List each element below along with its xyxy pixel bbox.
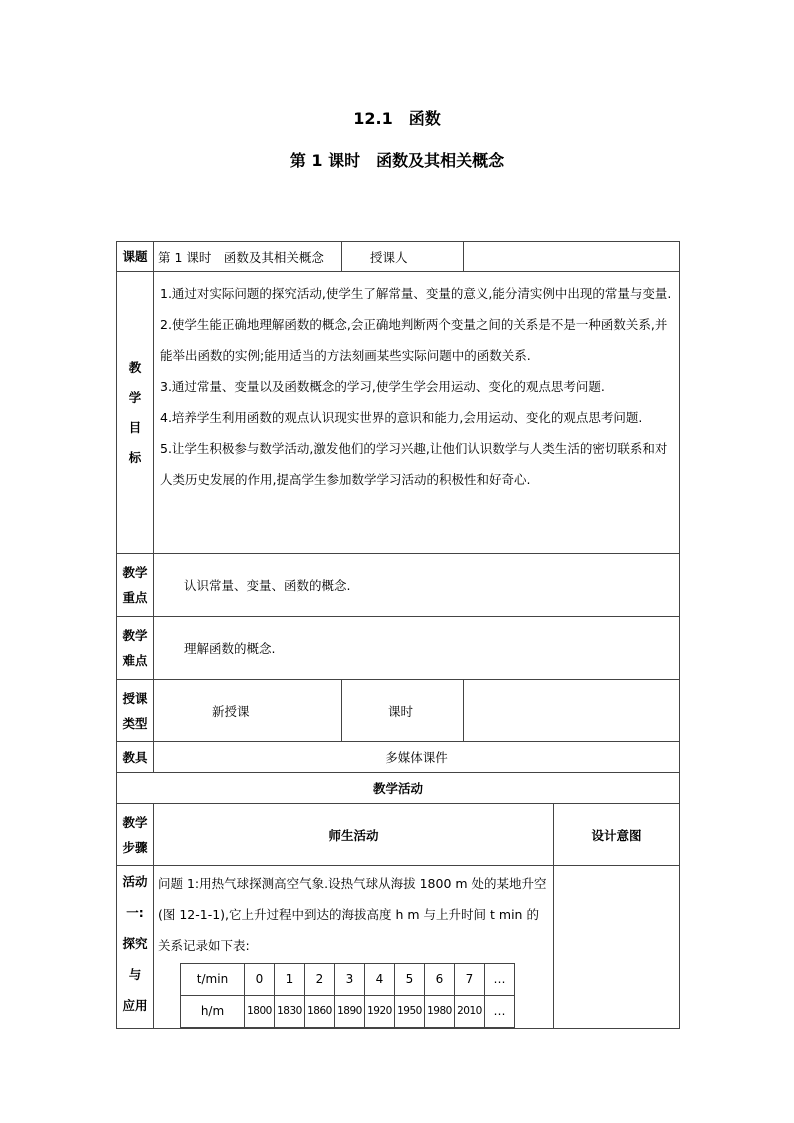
teacher-label: 授课人 — [342, 242, 464, 272]
height-time-table — [180, 963, 515, 1028]
design-intent-header: 设计意图 — [554, 804, 680, 866]
activity1-content — [154, 866, 554, 1029]
goals-label — [117, 272, 154, 554]
activity1-intent — [554, 866, 680, 1029]
row-topic — [117, 242, 680, 272]
goal-item: 2.使学生能正确地理解函数的概念,会正确地判断两个变量之间的关系是不是一种函数关系,并能举出函数的实例;能用适当的方法刻画某些实际问题中的函数关系. — [160, 317, 668, 363]
row-goals — [117, 272, 680, 554]
table-cell: 3 — [335, 964, 365, 996]
lesson-plan-table — [116, 241, 680, 1029]
goals-content — [154, 272, 680, 554]
table-cell: 4 — [365, 964, 395, 996]
row-keypoint — [117, 554, 680, 617]
table-cell: 1920 — [365, 996, 395, 1028]
activities-header: 教学活动 — [117, 773, 680, 804]
keypoint-value: 认识常量、变量、函数的概念. — [154, 554, 680, 617]
table-cell: h/m — [181, 996, 245, 1028]
row-activity-1 — [117, 866, 680, 1029]
table-row — [181, 964, 515, 996]
table-cell: 1830 — [275, 996, 305, 1028]
lesson-subheading: 第 1 课时 函数及其相关概念 — [289, 151, 505, 170]
difficulty-value: 理解函数的概念. — [154, 617, 680, 680]
lesson-heading: 12.1 函数 — [353, 109, 441, 128]
topic-label: 课题 — [117, 242, 154, 272]
goals-label-char: 标 — [128, 449, 142, 465]
tools-label: 教具 — [117, 742, 154, 773]
activity1-label-line: 探究 — [122, 936, 148, 951]
table-cell: 1890 — [335, 996, 365, 1028]
row-lesson-type — [117, 680, 680, 742]
keypoint-label-line: 重点 — [122, 590, 148, 605]
row-difficulty — [117, 617, 680, 680]
table-cell: 2 — [305, 964, 335, 996]
lesson-type-label-line: 类型 — [122, 715, 148, 731]
activity1-label-line: 与 — [128, 967, 142, 982]
table-cell: … — [485, 996, 515, 1028]
goal-item: 3.通过常量、变量以及函数概念的学习,使学生学会用运动、变化的观点思考问题. — [160, 379, 605, 394]
goal-item: 5.让学生积极参与数学活动,激发他们的学习兴趣,让他们认识数学与人类生活的密切联系和对人类历史发展的作用,提高学生参加数学学习活动的积极性和好奇心. — [160, 441, 668, 487]
topic-value: 第 1 课时 函数及其相关概念 — [154, 242, 342, 272]
table-cell: 1800 — [245, 996, 275, 1028]
table-cell: 2010 — [455, 996, 485, 1028]
keypoint-label-line: 教学 — [122, 565, 148, 580]
goals-label-char: 目 — [128, 419, 142, 435]
table-cell: t/min — [181, 964, 245, 996]
activity1-label — [117, 866, 154, 1029]
activity1-label-line: 活动 — [122, 874, 148, 889]
hours-label: 课时 — [342, 680, 464, 742]
difficulty-label-line: 难点 — [122, 653, 148, 668]
activity1-label-line: 应用 — [122, 998, 148, 1013]
lesson-type-label — [117, 680, 154, 742]
table-cell: 6 — [425, 964, 455, 996]
table-row — [181, 996, 515, 1028]
table-cell: 7 — [455, 964, 485, 996]
tools-value: 多媒体课件 — [154, 742, 680, 773]
hours-value — [464, 680, 680, 742]
row-steps-header — [117, 804, 680, 866]
row-tools — [117, 742, 680, 773]
activity1-label-line: 一: — [126, 905, 144, 920]
steps-label-line: 教学 — [122, 814, 148, 830]
goals-label-char: 学 — [128, 389, 142, 405]
table-cell: 1980 — [425, 996, 455, 1028]
difficulty-label-line: 教学 — [122, 628, 148, 643]
teacher-student-activity-header: 师生活动 — [154, 804, 554, 866]
lesson-type-label-line: 授课 — [122, 690, 148, 706]
goals-label-char: 教 — [128, 359, 142, 375]
row-activities-header — [117, 773, 680, 804]
difficulty-label — [117, 617, 154, 680]
table-cell: 0 — [245, 964, 275, 996]
goal-item: 4.培养学生利用函数的观点认识现实世界的意识和能力,会用运动、变化的观点思考问题. — [160, 410, 643, 425]
table-cell: 5 — [395, 964, 425, 996]
activity1-text: 问题 1:用热气球探测高空气象.设热气球从海拔 1800 m 处的某地升空(图 12-1-1),它上升过程中到达的海拔高度 h m 与上升时间 t min 的关系记录如下表: — [158, 876, 547, 953]
goal-item: 1.通过对实际问题的探究活动,使学生了解常量、变量的意义,能分清实例中出现的常量与变量. — [160, 286, 672, 301]
table-cell: 1950 — [395, 996, 425, 1028]
lesson-type-value: 新授课 — [154, 680, 342, 742]
teacher-value — [464, 242, 680, 272]
table-cell: 1860 — [305, 996, 335, 1028]
table-cell: … — [485, 964, 515, 996]
table-cell: 1 — [275, 964, 305, 996]
steps-label-line: 步骤 — [122, 839, 148, 855]
keypoint-label — [117, 554, 154, 617]
steps-label — [117, 804, 154, 866]
